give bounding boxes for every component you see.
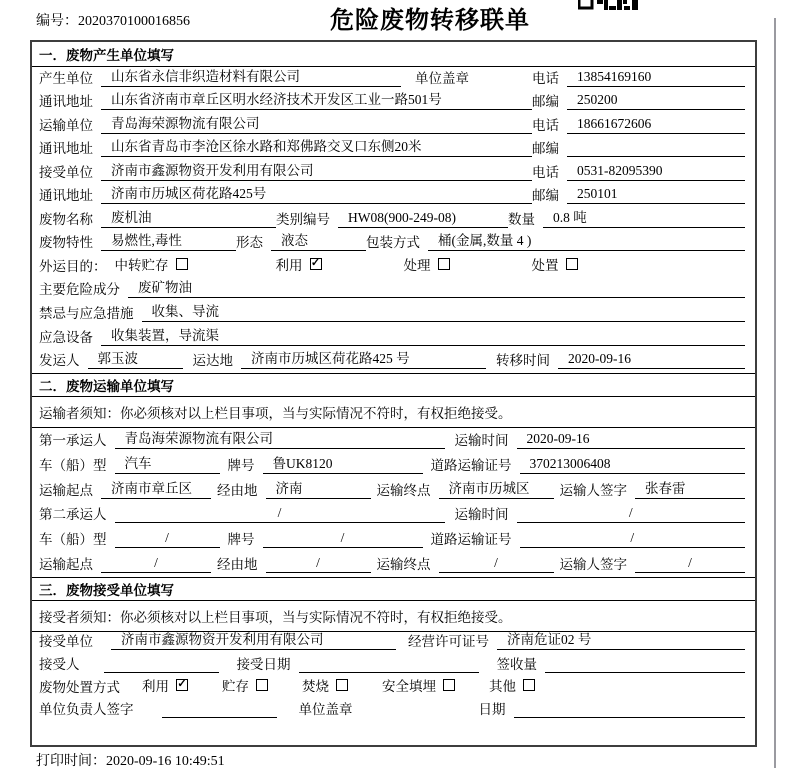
field-label: 废物处置方式: [39, 679, 120, 695]
form-row: [32, 552, 755, 577]
field-label: 牌号: [227, 532, 255, 548]
field-value: /: [520, 530, 746, 548]
field-value: /: [263, 530, 423, 548]
note-row: [32, 397, 755, 428]
field-value: 山东省青岛市李沧区徐水路和郑佛路交叉口东侧20米: [101, 135, 532, 157]
form-row: [32, 428, 755, 453]
note-row: [32, 601, 755, 632]
field-label: 通讯地址: [39, 94, 93, 110]
field-value: 张春雷: [635, 477, 745, 499]
checkbox-empty-icon: [256, 679, 268, 691]
field-label: 转移时间: [496, 353, 550, 369]
field-label: 运输人签字: [559, 482, 627, 498]
field-value: 370213006408: [520, 456, 746, 474]
field-value: 济南市历城区: [439, 477, 554, 499]
checkbox-label: 其他: [489, 678, 516, 694]
checkbox-label: 焚烧: [302, 678, 329, 694]
field-label: 电话: [532, 70, 559, 86]
field-label: 车（船）型: [39, 532, 107, 548]
checkbox-label: 处理: [403, 257, 431, 273]
serial-number-line: [36, 10, 190, 30]
form-row: [32, 478, 755, 503]
field-value: [514, 701, 746, 718]
checkbox-label: 安全填埋: [382, 678, 436, 694]
form-row: [32, 632, 755, 655]
field-label: 通讯地址: [39, 141, 93, 157]
checkbox-group: [115, 254, 188, 274]
field-label: 主要危险成分: [39, 282, 120, 298]
field-label: 单位负责人签字: [39, 702, 134, 718]
field-value: 济南市鑫源物资开发利用有限公司: [101, 159, 532, 181]
form-row: [32, 91, 755, 115]
field-label: 经由地: [217, 556, 258, 572]
field-label: 道路运输证号: [430, 532, 512, 548]
checkbox-checked-icon: ✓: [177, 677, 187, 690]
serial-label: 编号：: [36, 14, 78, 29]
form-row: [32, 185, 755, 209]
form-row: [32, 527, 755, 552]
field-value: 2020-09-16: [558, 351, 745, 369]
field-value: /: [101, 555, 211, 573]
field-value: /: [266, 555, 371, 573]
field-value: 青岛海荣源物流有限公司: [101, 112, 532, 134]
section-header-2: 二．废物运输单位填写: [32, 373, 755, 397]
field-value: [104, 656, 219, 673]
field-label: 禁忌与应急措施: [39, 306, 134, 322]
field-label: 邮编: [532, 141, 559, 157]
field-label: 经营许可证号: [408, 634, 489, 650]
field-label: 第二承运人: [39, 507, 107, 523]
field-value: 废矿物油: [128, 276, 745, 298]
field-label: 接受单位: [39, 164, 93, 180]
transfer-form-table: [30, 40, 757, 747]
field-label: 签收量: [496, 657, 537, 673]
page-title: 危险废物转移联单: [330, 8, 530, 34]
field-value: 汽车: [115, 452, 220, 474]
checkbox-empty-icon: [336, 679, 348, 691]
page-edge-line: [774, 18, 776, 768]
form-row: [32, 138, 755, 162]
field-label: 运输人签字: [559, 556, 627, 572]
field-value: [299, 656, 479, 673]
field-value: 青岛海荣源物流有限公司: [115, 427, 445, 449]
field-label: 运输时间: [454, 432, 509, 448]
form-row: [32, 67, 755, 91]
field-label: 接受日期: [236, 657, 291, 673]
field-label: 运输终点: [376, 556, 431, 572]
checkbox-checked-icon: ✓: [310, 256, 321, 269]
field-label: 运达地: [192, 353, 233, 369]
field-value: 济南危证02 号: [497, 628, 745, 650]
field-label: 类别编号: [276, 211, 330, 227]
form-row: [32, 161, 755, 185]
form-row: [32, 255, 755, 279]
field-value: 收集、导流: [142, 300, 746, 322]
field-value: /: [115, 505, 445, 523]
field-value: 250200: [567, 92, 745, 110]
field-value: 济南市鑫源物资开发利用有限公司: [111, 628, 396, 650]
field-label: 外运目的：: [39, 258, 107, 274]
field-label: 废物名称: [39, 211, 93, 227]
field-value: 桶(金属,数量 4 ): [428, 229, 745, 251]
field-value: /: [635, 555, 745, 573]
field-value: 2020-09-16: [517, 431, 746, 449]
field-label: 通讯地址: [39, 188, 93, 204]
form-row: [32, 700, 755, 723]
field-value: [567, 140, 745, 157]
field-value: 0531-82095390: [567, 163, 745, 181]
checkbox-label: 利用: [142, 678, 169, 694]
field-label: 运输起点: [39, 556, 93, 572]
field-value: 0.8 吨: [543, 206, 745, 228]
field-value: 液态: [271, 229, 366, 251]
field-label: 发运人: [39, 353, 80, 369]
checkbox-label: 中转贮存: [114, 257, 169, 273]
field-label: 应急设备: [39, 329, 93, 345]
checkbox-empty-icon: [523, 679, 535, 691]
field-label: 电话: [532, 117, 559, 133]
field-label: 道路运输证号: [430, 457, 512, 473]
checkbox-group: [276, 254, 322, 274]
field-label: 运输起点: [39, 482, 93, 498]
field-label: 经由地: [217, 482, 258, 498]
form-row: [32, 302, 755, 326]
checkbox-label: 贮存: [222, 678, 249, 694]
field-label: 数量: [508, 211, 535, 227]
checkbox-empty-icon: [443, 679, 455, 691]
field-value: /: [517, 505, 746, 523]
field-label: 牌号: [227, 457, 255, 473]
field-value: /: [439, 555, 554, 573]
checkbox-empty-icon: [438, 258, 450, 270]
field-value: 易燃性,毒性: [101, 229, 236, 251]
field-label: 电话: [532, 164, 559, 180]
field-label: 接受单位: [39, 634, 93, 650]
checkbox-empty-icon: [176, 258, 188, 270]
field-label: 单位盖章: [415, 70, 469, 86]
checkbox-group: [302, 675, 348, 695]
checkbox-label: 利用: [275, 257, 303, 273]
serial-number: 2020370100016856: [78, 14, 190, 29]
field-value: 山东省永信非织造材料有限公司: [101, 65, 401, 87]
field-label: 产生单位: [39, 70, 93, 86]
form-row: [32, 453, 755, 478]
field-label: 运输时间: [454, 507, 509, 523]
form-row: [32, 279, 755, 303]
section-header-3: 三．废物接受单位填写: [32, 577, 755, 601]
field-value: 18661672606: [567, 116, 745, 134]
field-value: 郭玉波: [88, 347, 183, 369]
checkbox-empty-icon: [566, 258, 578, 270]
print-time: 打印时间：2020-09-16 10:49:51: [36, 754, 225, 769]
field-label: 车（船）型: [39, 457, 107, 473]
field-value: 废机油: [101, 206, 276, 228]
field-label: 接受人: [39, 657, 80, 673]
field-value: /: [115, 530, 220, 548]
checkbox-group: [532, 254, 578, 274]
field-value: [545, 656, 745, 673]
field-value: 济南市历城区荷花路425 号: [241, 347, 486, 369]
form-row: [32, 232, 755, 256]
checkbox-group: [382, 675, 455, 695]
field-label: 运输单位: [39, 117, 93, 133]
form-row: [32, 677, 755, 700]
field-value: HW08(900-249-08): [338, 210, 508, 228]
checkbox-group: [404, 254, 450, 274]
note-text: 运输者须知：你必须核对以上栏目事项，当与实际情况不符时，有权拒绝接受。: [39, 406, 512, 422]
field-label: 第一承运人: [39, 432, 107, 448]
qr-code-partial-icon: [578, 0, 642, 11]
field-value: 济南市历城区荷花路425号: [101, 182, 532, 204]
field-label: 日期: [478, 702, 506, 718]
field-value: 13854169160: [567, 69, 745, 87]
field-value: 收集装置，导流渠: [101, 324, 745, 346]
field-label: 形态: [236, 235, 263, 251]
field-label: 运输终点: [376, 482, 431, 498]
section-header-1: 一．废物产生单位填写: [32, 42, 755, 67]
form-row: [32, 350, 755, 374]
field-label: 邮编: [532, 188, 559, 204]
checkbox-label: 处置: [531, 257, 559, 273]
form-row: [32, 114, 755, 138]
checkbox-group: [489, 675, 535, 695]
form-row: [32, 503, 755, 528]
field-value: 山东省济南市章丘区明水经济技术开发区工业一路501号: [101, 88, 532, 110]
field-value: [162, 701, 277, 718]
note-text: 接受者须知：你必须核对以上栏目事项，当与实际情况不符时，有权拒绝接受。: [39, 609, 512, 625]
field-label: 单位盖章: [298, 702, 353, 718]
checkbox-group: [142, 675, 188, 695]
field-label: 包装方式: [366, 235, 420, 251]
field-label: 邮编: [532, 94, 559, 110]
field-label: 废物特性: [39, 235, 93, 251]
form-row: [32, 208, 755, 232]
field-value: 鲁UK8120: [263, 452, 423, 474]
form-row: [32, 326, 755, 350]
field-value: 济南: [266, 477, 371, 499]
field-value: 济南市章丘区: [101, 477, 211, 499]
field-value: 250101: [567, 186, 745, 204]
checkbox-group: [222, 675, 268, 695]
